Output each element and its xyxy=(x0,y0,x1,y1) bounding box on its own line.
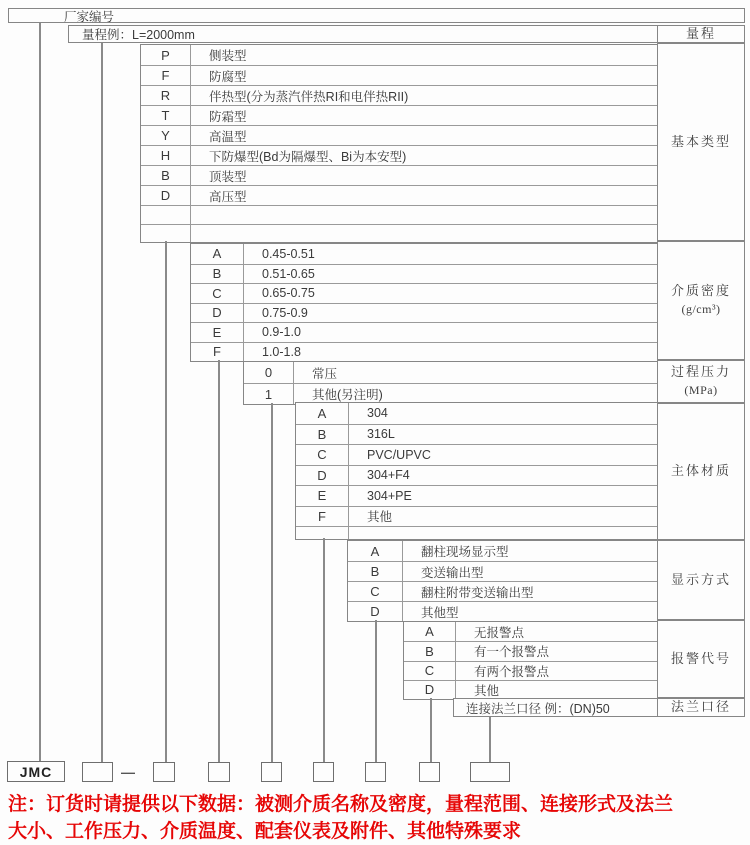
table-row xyxy=(404,641,657,660)
code-cell: P xyxy=(141,45,191,65)
label-alarm-code xyxy=(657,620,745,698)
label-text: 显示方式 xyxy=(670,571,731,587)
process-pressure-table xyxy=(243,361,658,405)
desc-cell xyxy=(191,225,657,243)
table-row xyxy=(244,362,657,383)
table-row xyxy=(141,145,657,165)
code-cell: 0 xyxy=(244,362,294,383)
desc-cell: 其他型 xyxy=(421,605,459,620)
code-cell: F xyxy=(191,343,244,362)
table-row xyxy=(141,165,657,185)
label-text: 基本类型 xyxy=(670,133,731,149)
table-row xyxy=(296,424,657,445)
code-cell xyxy=(141,225,191,243)
label-display-mode xyxy=(657,540,745,620)
separator-text: — xyxy=(121,764,135,780)
table-row xyxy=(191,244,657,264)
code-cell: D xyxy=(191,304,244,323)
table-row xyxy=(141,45,657,65)
desc-cell: 伴热型(分为蒸汽伴热RI和电伴热RII) xyxy=(209,89,409,104)
desc-cell: 下防爆型(Bd为隔爆型、Bi为本安型) xyxy=(209,149,407,164)
body-material-table xyxy=(295,402,658,540)
desc-cell: 无报警点 xyxy=(474,625,525,640)
desc-cell xyxy=(349,527,657,539)
code-cell: C xyxy=(404,662,456,680)
desc-cell: 其他 xyxy=(474,683,500,698)
code-cell: B xyxy=(141,166,191,185)
flange-size-cell xyxy=(453,698,658,717)
connector-line-basic-type xyxy=(165,241,167,763)
table-row-empty xyxy=(296,526,657,539)
table-row xyxy=(348,561,657,581)
note-line-1: 注：订货时请提供以下数据：被测介质名称及密度，量程范围、连接形式及法兰 xyxy=(8,794,674,815)
connector-line-factory xyxy=(39,23,41,761)
label-unit: (MPa) xyxy=(684,383,718,398)
desc-cell: 0.9-1.0 xyxy=(262,325,301,340)
code-cell: H xyxy=(141,146,191,165)
table-row xyxy=(296,485,657,506)
table-row xyxy=(141,85,657,105)
code-cell: C xyxy=(296,445,349,465)
label-medium-density xyxy=(657,241,745,360)
desc-cell: 304+F4 xyxy=(367,468,410,483)
table-row xyxy=(404,661,657,680)
range-example-text: 量程例：L=2000mm xyxy=(82,28,195,42)
desc-cell: 0.45-0.51 xyxy=(262,246,315,261)
label-unit: (g/cm³) xyxy=(681,302,721,317)
desc-cell: 侧装型 xyxy=(209,49,247,63)
separator-dash xyxy=(118,762,138,782)
desc-cell: 高温型 xyxy=(209,129,247,144)
factory-code-bar xyxy=(8,8,745,23)
desc-cell: 0.51-0.65 xyxy=(262,266,315,281)
code-box-basic-type xyxy=(153,762,175,782)
code-cell: A xyxy=(404,622,456,641)
connector-line-flange xyxy=(489,717,491,763)
note-line-2: 大小、工作压力、介质温度、配套仪表及附件、其他特殊要求 xyxy=(8,821,522,842)
table-row xyxy=(404,680,657,699)
code-cell: B xyxy=(348,562,403,581)
desc-cell: 防腐型 xyxy=(209,69,247,84)
ordering-note xyxy=(8,791,750,845)
table-row xyxy=(348,581,657,601)
table-row xyxy=(191,322,657,342)
table-row xyxy=(296,403,657,424)
code-cell: C xyxy=(191,284,244,303)
code-cell: E xyxy=(191,323,244,342)
desc-cell: 其他(另注明) xyxy=(312,388,383,402)
desc-cell xyxy=(191,206,657,224)
table-row xyxy=(296,506,657,527)
code-box-pressure xyxy=(261,762,282,782)
table-row xyxy=(141,185,657,205)
desc-cell: 常压 xyxy=(312,366,338,381)
table-row xyxy=(348,601,657,621)
connector-line-density xyxy=(218,360,220,763)
table-row xyxy=(141,105,657,125)
desc-cell: 变送输出型 xyxy=(421,565,484,580)
desc-cell: 1.0-1.8 xyxy=(262,344,301,359)
desc-cell: 0.75-0.9 xyxy=(262,305,308,320)
table-row xyxy=(191,283,657,303)
flange-size-text: 连接法兰口径 例：(DN)50 xyxy=(466,701,610,716)
code-box-material xyxy=(313,762,334,782)
table-row xyxy=(296,465,657,486)
code-cell: D xyxy=(141,186,191,205)
label-text: 过程压力 xyxy=(670,364,731,380)
code-box-alarm xyxy=(419,762,440,782)
desc-cell: 有一个报警点 xyxy=(474,645,550,660)
code-cell: F xyxy=(141,66,191,85)
code-cell: T xyxy=(141,106,191,125)
code-cell: F xyxy=(296,507,349,527)
code-box-flange xyxy=(470,762,510,782)
code-box-density xyxy=(208,762,230,782)
code-cell: D xyxy=(348,602,403,621)
code-cell: D xyxy=(296,466,349,486)
table-row xyxy=(244,383,657,404)
desc-cell: 0.65-0.75 xyxy=(262,286,315,301)
desc-cell: 高压型 xyxy=(209,189,247,204)
label-text: 报警代号 xyxy=(670,650,731,666)
label-process-pressure xyxy=(657,360,745,403)
code-cell: R xyxy=(141,86,191,105)
connector-line-range xyxy=(101,43,103,763)
table-row xyxy=(404,622,657,641)
desc-cell: 顶装型 xyxy=(209,169,247,184)
label-text: 法兰口径 xyxy=(670,699,731,715)
model-prefix-box xyxy=(7,761,65,782)
display-mode-table xyxy=(347,540,658,622)
connector-line-material xyxy=(323,538,325,763)
model-prefix-text: JMC xyxy=(19,763,53,780)
desc-cell: 304+PE xyxy=(367,488,412,503)
table-row xyxy=(191,303,657,323)
table-row xyxy=(348,541,657,561)
table-row xyxy=(141,125,657,145)
code-cell: 1 xyxy=(244,384,294,404)
factory-code-label: 厂家编号 xyxy=(64,9,115,24)
basic-type-table xyxy=(140,44,658,243)
desc-cell: 304 xyxy=(367,406,388,421)
range-example-cell xyxy=(68,25,658,43)
label-basic-type xyxy=(657,43,745,241)
desc-cell: 316L xyxy=(367,427,395,442)
desc-cell: 有两个报警点 xyxy=(474,664,550,679)
code-cell xyxy=(141,206,191,224)
code-cell: B xyxy=(191,265,244,284)
alarm-code-table xyxy=(403,621,658,700)
desc-cell: PVC/UPVC xyxy=(367,447,431,462)
desc-cell: 防霜型 xyxy=(209,109,247,124)
table-row-empty xyxy=(141,224,657,243)
code-box-display xyxy=(365,762,386,782)
code-cell: B xyxy=(404,642,456,660)
label-text: 介质密度 xyxy=(670,283,731,299)
code-box-range xyxy=(82,762,113,782)
desc-cell: 翻柱附带变送输出型 xyxy=(421,585,534,600)
code-cell: Y xyxy=(141,126,191,145)
code-cell: D xyxy=(404,681,456,699)
table-row xyxy=(141,65,657,85)
medium-density-table xyxy=(190,243,658,362)
code-cell: A xyxy=(191,244,244,264)
code-cell: E xyxy=(296,486,349,506)
label-text: 量程 xyxy=(685,25,716,41)
label-text: 主体材质 xyxy=(670,463,731,479)
code-cell: C xyxy=(348,582,403,601)
code-cell: B xyxy=(296,425,349,445)
table-row xyxy=(296,444,657,465)
connector-line-pressure xyxy=(271,403,273,763)
label-range xyxy=(657,25,745,43)
connector-line-alarm xyxy=(430,698,432,763)
label-flange-size xyxy=(657,698,745,717)
table-row-empty xyxy=(141,205,657,224)
table-row xyxy=(191,264,657,284)
desc-cell: 其他 xyxy=(367,510,393,525)
connector-line-display xyxy=(375,620,377,763)
code-cell: A xyxy=(348,541,403,561)
table-row xyxy=(191,342,657,362)
desc-cell: 翻柱现场显示型 xyxy=(421,545,509,559)
label-body-material xyxy=(657,403,745,540)
code-cell: A xyxy=(296,403,349,424)
